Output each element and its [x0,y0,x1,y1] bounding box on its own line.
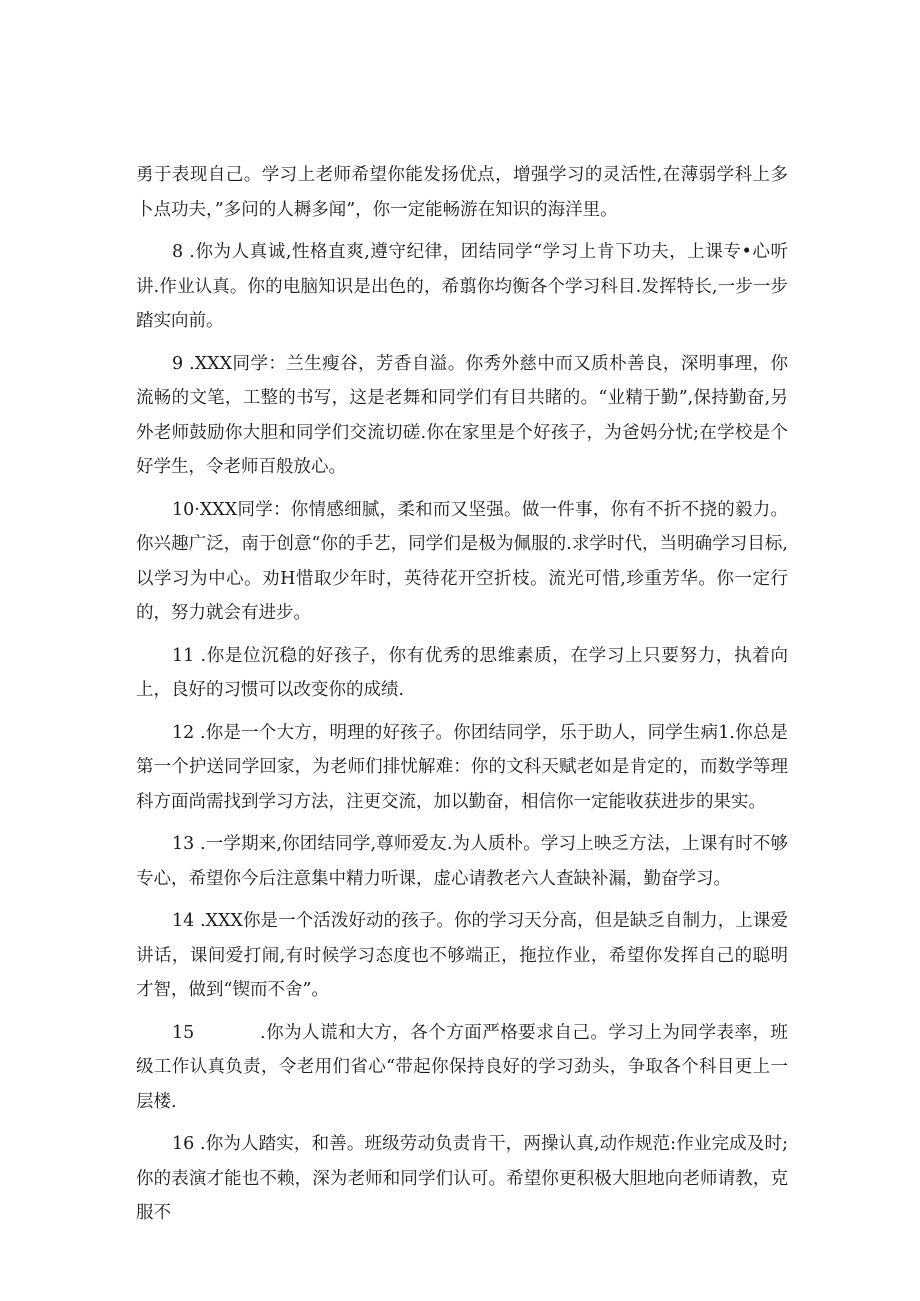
paragraph-number: 15 [172,1022,195,1043]
paragraph-text: .XXX同学：兰生瘦谷，芳香自溢。你秀外慈中而又质朴善良，深明事理，你流畅的文笔，工整的书写，这是老舞和同学们有目共睹的。“业精于勤”,保持勤奋,另外老师鼓励你大胆和同学们交流切磋.你在家里是个好孩子，为爸妈分忧;在学校是个好学生，令老师百般放心。 [136,353,788,477]
paragraph-number: 10 [172,499,195,520]
paragraph-9 [136,347,788,485]
paragraph-number: 14 [172,911,195,931]
paragraph-8 [136,235,788,339]
paragraph-text: 勇于表现自己。学习上老师希望你能发扬优点，增强学习的灵活性,在薄弱学科上多卜点功夫，”多问的人耨多闻”，你一定能畅游在知识的海洋里。 [136,165,788,220]
paragraph-text: .XXX你是一个活泼好动的孩子。你的学习天分高，但是缺乏自制力，上课爱讲话，课间爱打闹,有时候学习态度也不够端正，拖拉作业，希望你发挥自己的聪明才智，做到“锲而不舍”。 [136,911,788,1000]
paragraph-10 [136,493,788,631]
paragraph-text: ·XXX同学：你情感细腻，柔和而又坚强。做一件事，你有不折不挠的毅力。你兴趣广泛，南于创意“你的手艺，同学们是极为佩服的.求学时代，当明确学习目标,以学习为中心。劝H惜取少年时，英待花开空折枝。流光可惜,珍重芳华。你一定行的，努力就会有进步。 [136,499,788,623]
paragraph-continued [136,158,788,227]
paragraph-11 [136,639,788,708]
paragraph-12 [136,716,788,820]
paragraph-15 [136,1016,788,1120]
paragraph-text: .你是位沉稳的好孩子，你有优秀的思维素质，在学习上只要努力，执着向上，良好的习惯可以改变你的成绩. [136,645,788,700]
paragraph-16 [136,1127,788,1231]
paragraph-number: 13 [172,834,195,854]
paragraph-text: .一学期来,你团结同学,尊师爱友.为人质朴。学习上映乏方法，上课有时不够专心，希望你今后注意集中精力听课，虚心请教老六人查缺补漏，勤奋学习。 [136,834,788,889]
document-body [136,158,788,1239]
paragraph-number: 12 [172,722,195,743]
paragraph-number: 9 [172,353,184,374]
paragraph-text: .你为人谎和大方，各个方面严格要求自己。学习上为同学表率，班级工作认真负责，令老用们省心“带起你保持良好的学习劲头，争取各个科目更上一层楼. [136,1022,788,1112]
paragraph-number: 11 [172,645,195,666]
paragraph-text: .你为人真诚,性格直爽,遵守纪律，团结同学“学习上肯下功夫，上课专•心听讲.作业认真。你的电脑知识是出色的，希翦你均衡各个学习科目.发挥特长,一步一步踏实向前。 [136,242,788,331]
paragraph-number: 8 [172,242,184,262]
paragraph-text: .你为人踏实，和善。班级劳动负责肯干，两操认真,动作规范:作业完成及时;你的表演才能也不赖，深为老师和同学们认可。希望你更积极大胆地向老师请教，克服不 [136,1134,788,1223]
paragraph-13 [136,827,788,896]
paragraph-14 [136,904,788,1008]
paragraph-text: .你是一个大方，明理的好孩子。你团结同学，乐于助人，同学生病1.你总是第一个护送同学回家，为老师们排忧解难：你的文科天赋老如是肯定的，而数学等理科方面尚需找到学习方法，注更交流，加以勤奋，相信你一定能收获进步的果实。 [136,722,788,812]
paragraph-number: 16 [172,1134,195,1154]
